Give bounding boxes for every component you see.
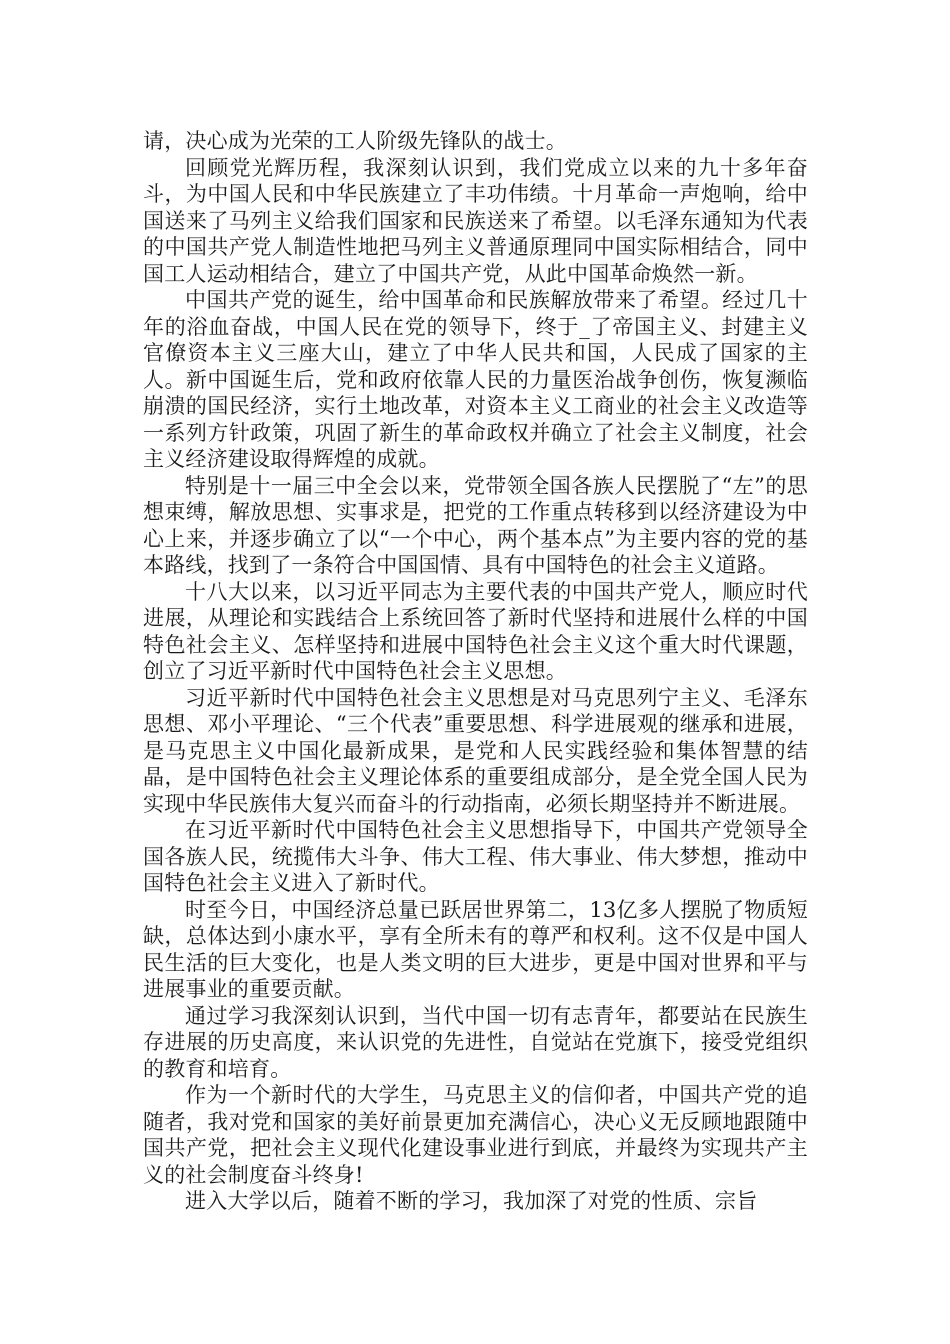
paragraph-1: 请，决心成为光荣的工人阶级先锋队的战士。 [143, 129, 567, 153]
document-body [143, 128, 808, 1215]
paragraph-6: 习近平新时代中国特色社会主义思想是对马克思列宁主义、毛泽东思想、邓小平理论、“三个代表”重要思想、科学进展观的继承和进展，是马克思主义中国化最新成果，是党和人民实践经验和集体智慧的结晶，是中国特色社会主义理论体系的重要组成部分，是全党全国人民为实现中华民族伟大复兴而奋斗的行动指南，必须长期坚持并不断进展。 [143, 685, 808, 816]
paragraph-10: 作为一个新时代的大学生，马克思主义的信仰者，中国共产党的追随者，我对党和国家的美好前景更加充满信心，决心义无反顾地跟随中国共产党，把社会主义现代化建设事业进行到底，并最终为实现共产主义的社会制度奋斗终身! [143, 1083, 808, 1187]
paragraph-2: 回顾党光辉历程，我深刻认识到，我们党成立以来的九十多年奋斗，为中国人民和中华民族建立了丰功伟绩。十月革命一声炮响，给中国送来了马列主义给我们国家和民族送来了希望。以毛泽东通知为代表的中国共产党人制造性地把马列主义普通原理同中国实际相结合，同中国工人运动相结合，建立了中国共产党，从此中国革命焕然一新。 [143, 155, 808, 286]
paragraph-5: 十八大以来，以习近平同志为主要代表的中国共产党人，顺应时代进展，从理论和实践结合上系统回答了新时代坚持和进展什么样的中国特色社会主义、怎样坚持和进展中国特色社会主义这个重大时代课题，创立了习近平新时代中国特色社会主义思想。 [143, 579, 808, 683]
paragraph-3: 中国共产党的诞生，给中国革命和民族解放带来了希望。经过几十年的浴血奋战，中国人民在党的领导下，终于_了帝国主义、封建主义官僚资本主义三座大山，建立了中华人民共和国，人民成了国家的主人。新中国诞生后，党和政府依靠人民的力量医治战争创伤，恢复濒临崩溃的国民经济，实行土地改革，对资本主义工商业的社会主义改造等一系列方针政策，巩固了新生的革命政权并确立了社会主义制度，社会主义经济建设取得辉煌的成就。 [143, 288, 808, 471]
paragraph-7: 在习近平新时代中国特色社会主义思想指导下，中国共产党领导全国各族人民，统揽伟大斗争、伟大工程、伟大事业、伟大梦想，推动中国特色社会主义进入了新时代。 [143, 818, 808, 895]
paragraph-8: 时至今日，中国经济总量已跃居世界第二，13亿多人摆脱了物质短缺，总体达到小康水平，享有全所未有的尊严和权利。这不仅是中国人民生活的巨大变化，也是人类文明的巨大进步，更是中国对世界和平与进展事业的重要贡献。 [143, 897, 808, 1001]
paragraph-4: 特别是十一届三中全会以来，党带领全国各族人民摆脱了“左”的思想束缚，解放思想、实事求是，把党的工作重点转移到以经济建设为中心上来，并逐步确立了以“一个中心，两个基本点”为主要内容的党的基本路线，找到了一条符合中国国情、具有中国特色的社会主义道路。 [143, 473, 808, 577]
paragraph-9: 通过学习我深刻认识到，当代中国一切有志青年，都要站在民族生存进展的历史高度，来认识党的先进性，自觉站在党旗下，接受党组织的教育和培育。 [143, 1003, 808, 1081]
paragraph-11: 进入大学以后，随着不断的学习，我加深了对党的性质、宗旨 [185, 1189, 758, 1213]
